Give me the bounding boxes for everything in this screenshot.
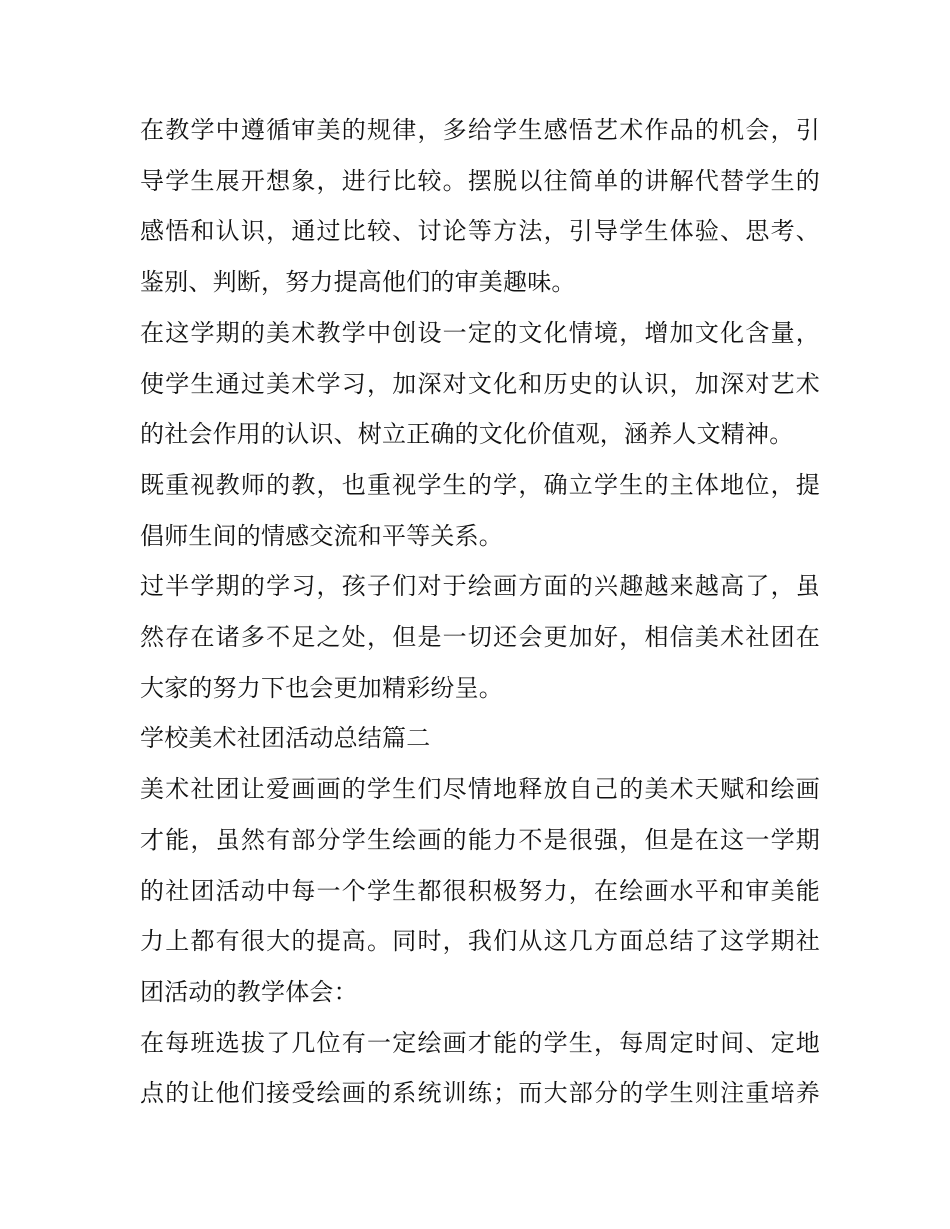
- text-line: 的社团活动中每一个学生都很积极努力，在绘画水平和审美能: [140, 876, 820, 905]
- text-line: 才能，虽然有部分学生绘画的能力不是很强，但是在这一学期: [140, 825, 820, 854]
- text-line: 在这学期的美术教学中创设一定的文化情境，增加文化含量，: [140, 318, 820, 347]
- text-line: 团活动的教学体会：: [140, 977, 358, 1006]
- text-line: 导学生展开想象，进行比较。摆脱以往简单的讲解代替学生的: [140, 166, 820, 195]
- section-heading: [140, 713, 820, 764]
- text-line: 既重视教师的教，也重视学生的学，确立学生的主体地位，提: [140, 470, 820, 499]
- text-line: 的社会作用的认识、树立正确的文化价值观，涵养人文精神。: [140, 420, 794, 449]
- text-line: 美术社团让爱画画的学生们尽情地释放自己的美术天赋和绘画: [140, 775, 820, 804]
- document-body: [140, 105, 820, 1119]
- text-line: 大家的努力下也会更加精彩纷呈。: [140, 673, 503, 702]
- paragraph-cultural-context: [140, 308, 820, 460]
- paragraph-aesthetic-teaching: [140, 105, 820, 308]
- text-line: 过半学期的学习，孩子们对于绘画方面的兴趣越来越高了，虽: [140, 572, 820, 601]
- text-line: 感悟和认识，通过比较、讨论等方法，引导学生体验、思考、: [140, 217, 820, 246]
- paragraph-student-selection: [140, 1018, 820, 1119]
- text-line: 鉴别、判断，努力提高他们的审美趣味。: [140, 268, 576, 297]
- paragraph-art-club-intro: [140, 764, 820, 1018]
- text-line: 点的让他们接受绘画的系统训练；而大部分的学生则注重培养: [140, 1079, 820, 1108]
- paragraph-half-term-progress: [140, 561, 820, 713]
- text-line: 在每班选拔了几位有一定绘画才能的学生，每周定时间、定地: [140, 1028, 820, 1057]
- text-line: 然存在诸多不足之处，但是一切还会更加好，相信美术社团在: [140, 623, 820, 652]
- text-line: 使学生通过美术学习，加深对文化和历史的认识，加深对艺术: [140, 369, 820, 398]
- text-line: 力上都有很大的提高。同时，我们从这几方面总结了这学期社: [140, 927, 820, 956]
- paragraph-teacher-student: [140, 460, 820, 561]
- text-line: 在教学中遵循审美的规律，多给学生感悟艺术作品的机会，引: [140, 116, 820, 144]
- text-line: 倡师生间的情感交流和平等关系。: [140, 521, 503, 550]
- heading-line: 学校美术社团活动总结篇二: [140, 724, 431, 753]
